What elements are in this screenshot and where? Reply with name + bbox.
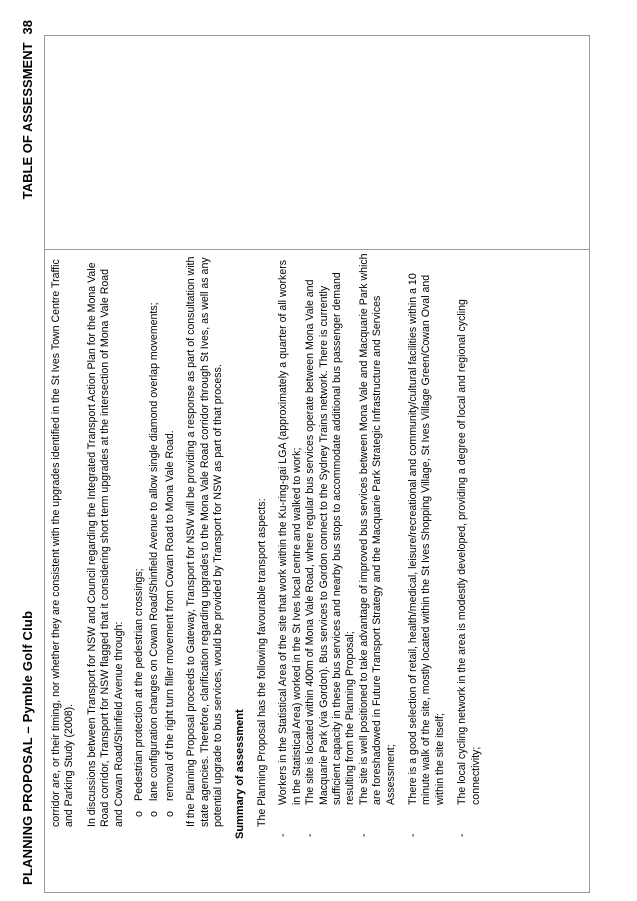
paragraph: In discussions between Transport for NSW and Council regarding the Integrated Transport Action Plan for the Mona Vale Road corridor, Transport for NSW flagged that it considering short term upgrades at the intersection of Mona Vale Road and Cowan Road/Shinfield Avenue through: <box>85 262 125 827</box>
dash-bullet-icon: - <box>304 833 317 837</box>
dash-bullet-icon: - <box>277 833 290 837</box>
dash-bullet-icon: - <box>406 833 419 837</box>
list-item: o lane configuration changes on Cowan Road/Shinfield Avenue to allow single diamond overlap movements; <box>148 302 161 817</box>
summary-heading: Summary of assessment <box>234 709 247 839</box>
list-item: o removal of the right turn filler movement from Cowan Road to Mona Vale Road. <box>163 430 176 817</box>
document-header-title: PLANNING PROPOSAL – Pymble Golf Club <box>20 610 35 885</box>
list-item: - Workers in the Statistical Area of the site that work within the Ku-ring-gai LGA (approximately a quarter of all workers in the Statistical Area) worked in the St Ives local centre and walked to work; <box>277 259 303 837</box>
list-item: - There is a good selection of retail, health/medical, leisure/recreational and community/cultural facilities within a 10 minute walk of the site, mostly located within the St Ives Shopping Village, St Ives Village Green/Cowan Oval and within the site itself; <box>406 273 446 837</box>
page-number: 38 <box>20 20 35 35</box>
table-column-divider <box>44 249 590 250</box>
circle-bullet-icon: o <box>133 811 146 817</box>
table-cell-content <box>50 253 492 839</box>
section-header <box>20 20 35 199</box>
circle-bullet-icon: o <box>148 811 161 817</box>
circle-bullet-list <box>133 253 177 827</box>
list-item: - The local cycling network in the area is modestly developed, providing a degree of local and regional cycling connectivity; <box>456 299 482 837</box>
list-item: - The site is well positioned to take advantage of improved bus services between Mona Vale and Macquarie Park which are foreshadowed in Future Transport Strategy and the Macquarie Park Strategic Infrastructure and Services Assessment; <box>357 253 397 837</box>
section-title: TABLE OF ASSESSMENT <box>20 42 35 200</box>
paragraph: corridor are, or their timing, nor whether they are consistent with the upgrades identified in the St Ives Town Centre Traffic and Parking Study (2008). <box>50 259 76 827</box>
paragraph: If the Planning Proposal proceeds to Gateway, Transport for NSW will be providing a response as part of consultation with state agencies. Therefore, clarification regarding upgrades to the Mona Vale Road corridor through St Ives, as well as any potential upgrade to bus services, would be provided by Transport for NSW as part of that process. <box>185 256 225 827</box>
list-item: - The site is located within 400m of Mona Vale Road, where regular bus services operate between Mona Vale and Macquarie Park (via Gordon). Bus services to Gordon connect to the Sydney Trains network. There is currently sufficient capacity in these bus services and nearby bus stops to accommodate additional bus passenger demand resulting from the Planning Proposal; <box>304 272 357 837</box>
circle-bullet-icon: o <box>163 811 176 817</box>
dash-bullet-icon: - <box>456 833 469 837</box>
dash-bullet-list <box>277 253 483 837</box>
summary-intro: The Planning Proposal has the following favourable transport aspects: <box>255 498 268 827</box>
dash-bullet-icon: - <box>357 833 370 837</box>
list-item: o Pedestrian protection at the pedestrian crossings; <box>133 568 146 817</box>
